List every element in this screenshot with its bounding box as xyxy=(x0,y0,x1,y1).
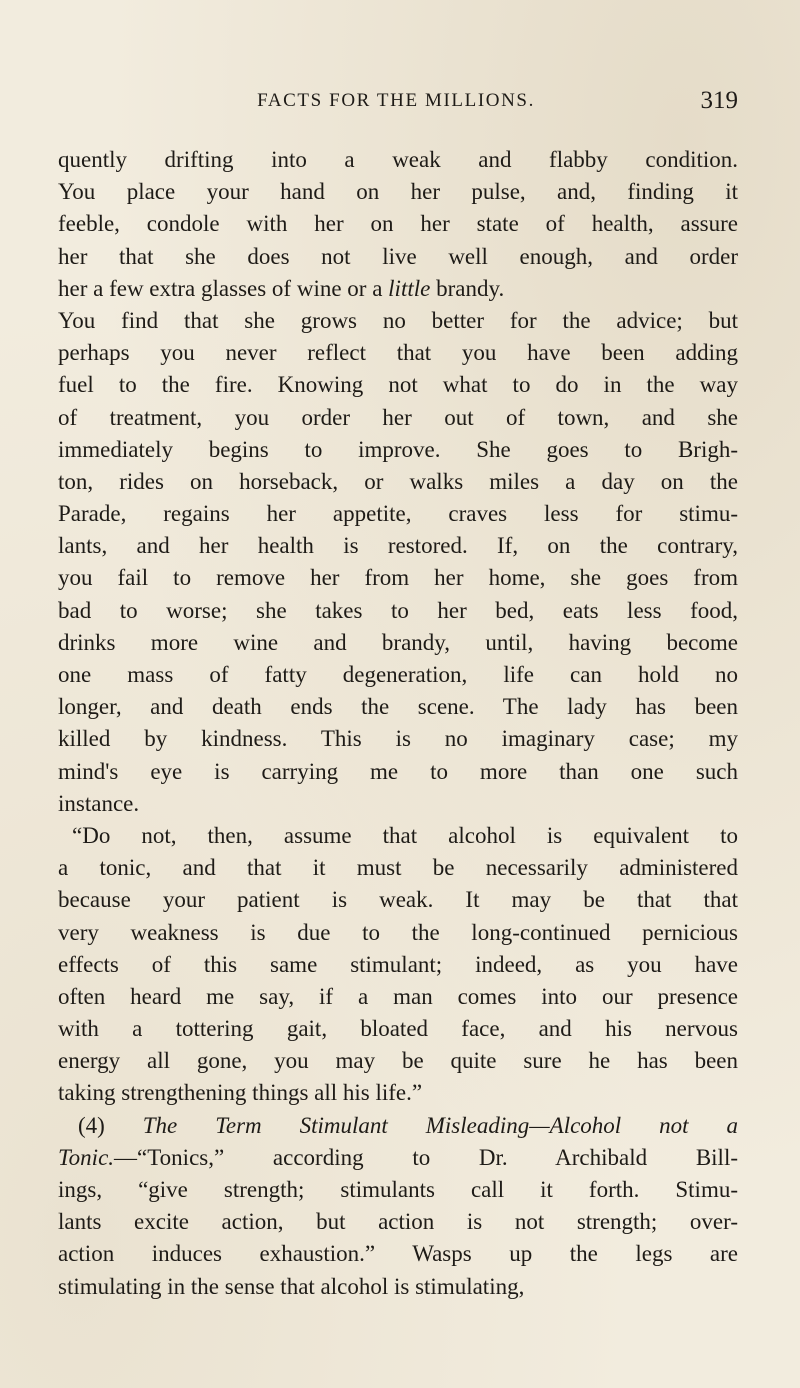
text-line: taking strengthening things all his life.” xyxy=(58,1080,423,1106)
text-line: effects of this same stimulant; indeed, as you have xyxy=(58,951,738,977)
text-line: with a tottering gait, bloated face, and his nervous xyxy=(58,1016,738,1042)
text-line: “Do not, then, assume that alcohol is equivalent to xyxy=(72,822,738,848)
text-line: killed by kindness. This is no imaginary case; my xyxy=(58,726,738,752)
text-line: ton, rides on horseback, or walks miles a day on the xyxy=(58,468,738,494)
body-text xyxy=(58,144,738,1303)
italic-text: The Term Stimulant Misleading—Alcohol not a xyxy=(142,1112,738,1138)
text-line: action induces exhaustion.” Wasps up the legs are xyxy=(58,1241,738,1267)
text-line: Parade, regains her appetite, craves less for stimu- xyxy=(58,501,738,527)
text-line: longer, and death ends the scene. The lady has been xyxy=(58,694,738,720)
italic-text: Tonic. xyxy=(58,1144,115,1170)
text-segment: (4) xyxy=(78,1112,143,1138)
text-line: bad to worse; she takes to her bed, eats less food, xyxy=(58,597,738,623)
text-line: lants, and her health is restored. If, on the contrary, xyxy=(58,533,738,559)
text-line: because your patient is weak. It may be that that xyxy=(58,887,738,913)
text-line xyxy=(58,1110,738,1142)
running-head xyxy=(56,88,736,122)
text-line xyxy=(58,273,738,305)
text-line: instance. xyxy=(58,790,140,816)
text-line: quently drifting into a weak and flabby condition. xyxy=(58,147,738,172)
text-line: you fail to remove her from her home, she goes from xyxy=(58,565,738,591)
text-line: one mass of fatty degeneration, life can hold no xyxy=(58,662,738,687)
text-line: a tonic, and that it must be necessarily administered xyxy=(58,855,738,881)
text-line: often heard me say, if a man comes into our presence xyxy=(58,983,738,1009)
italic-text: little xyxy=(388,275,431,301)
text-line: ings, “give strength; stimulants call it forth. Stimu- xyxy=(58,1177,738,1202)
running-head-title: FACTS FOR THE MILLIONS. xyxy=(257,90,535,111)
page-number: 319 xyxy=(700,87,738,114)
text-segment: her a few extra glasses of wine or a xyxy=(58,275,389,301)
text-line: very weakness is due to the long-continued pernicious xyxy=(58,919,738,945)
text-line xyxy=(58,1142,738,1174)
text-segment: —“Tonics,” according to Dr. Archibald Bill- xyxy=(114,1144,738,1170)
text-line: mind's eye is carrying me to more than one such xyxy=(58,758,738,784)
text-line: perhaps you never reflect that you have been adding xyxy=(58,340,738,366)
text-line: fuel to the fire. Knowing not what to do in the way xyxy=(58,372,738,398)
text-line: energy all gone, you may be quite sure he has been xyxy=(58,1048,738,1074)
text-line: immediately begins to improve. She goes to Brigh- xyxy=(58,436,738,462)
text-line: You find that she grows no better for the advice; but xyxy=(58,307,738,333)
text-line: of treatment, you order her out of town, and she xyxy=(58,404,738,430)
text-line: her that she does not live well enough, and order xyxy=(58,243,738,269)
text-line: You place your hand on her pulse, and, finding it xyxy=(58,179,738,205)
text-segment: brandy. xyxy=(430,275,505,301)
text-line: drinks more wine and brandy, until, having become xyxy=(58,629,738,655)
text-line: lants excite action, but action is not strength; over- xyxy=(58,1209,738,1235)
text-line: stimulating in the sense that alcohol is stimulating, xyxy=(58,1273,525,1299)
text-line: feeble, condole with her on her state of health, assure xyxy=(58,211,738,237)
